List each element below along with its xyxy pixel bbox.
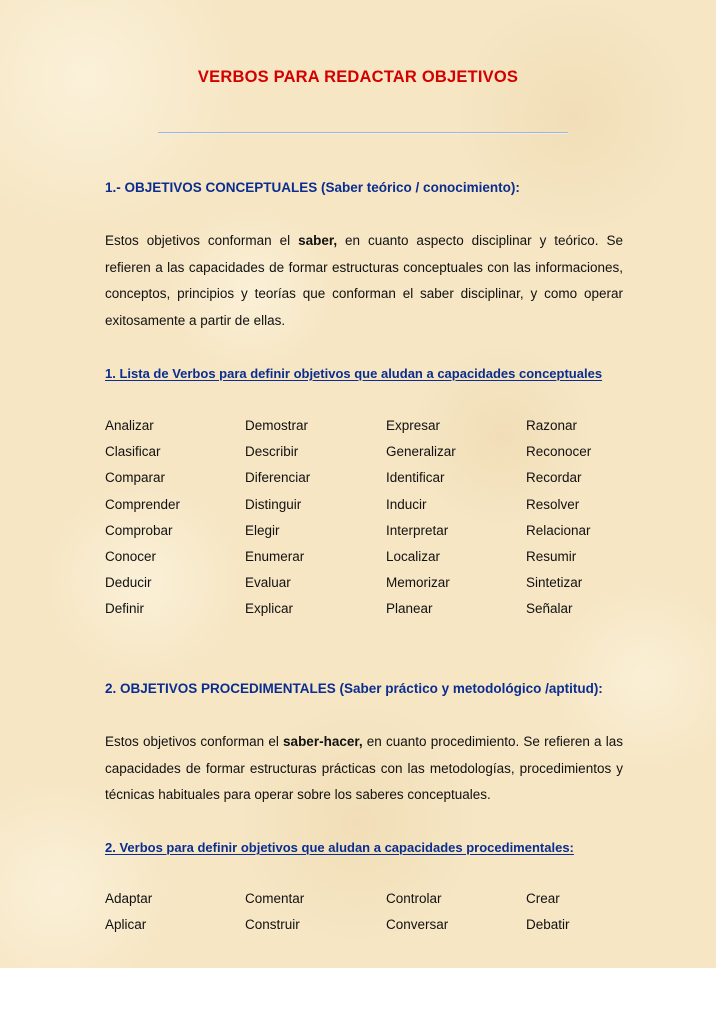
section2-para-bold: saber-hacer, — [283, 734, 363, 749]
verb-cell: Inducir — [386, 496, 427, 512]
verb-cell: Enumerar — [245, 548, 305, 564]
verb-cell: Conversar — [386, 917, 449, 933]
verb-cell: Demostrar — [245, 418, 309, 433]
verb-cell: Evaluar — [245, 575, 291, 591]
verb-cell: Adaptar — [105, 891, 153, 906]
verb-cell: Interpretar — [386, 522, 449, 538]
verb-cell: Razonar — [526, 418, 578, 433]
verb-cell: Aplicar — [105, 917, 147, 933]
section2-para-end: en cuanto procedimiento. Se refieren a las capacidades de formar estructuras prácticas con las metodologías, procedimientos y técnicas habituales para operar sobre los saberes conceptuales. — [105, 734, 623, 802]
section1-para-bold: saber, — [298, 233, 338, 248]
verb-row — [105, 523, 665, 549]
section1-para-start: Estos objetivos conforman el — [105, 233, 299, 248]
verb-row — [105, 444, 665, 470]
verb-cell: Explicar — [245, 601, 294, 617]
verb-row — [105, 549, 665, 575]
section1-paragraph — [105, 228, 623, 334]
verb-cell: Deducir — [105, 575, 152, 591]
verb-cell: Debatir — [526, 917, 570, 933]
verb-cell: Diferenciar — [245, 470, 311, 486]
verb-cell: Conocer — [105, 548, 157, 564]
section2-verb-grid — [105, 891, 665, 943]
verb-cell: Definir — [105, 601, 145, 617]
verb-cell: Señalar — [526, 601, 573, 617]
verb-cell: Crear — [526, 891, 560, 906]
section2-heading: 2. OBJETIVOS PROCEDIMENTALES (Saber práctico y metodológico /aptitud): — [105, 681, 603, 696]
verb-row — [105, 418, 665, 444]
verb-cell: Generalizar — [386, 444, 456, 460]
verb-cell: Memorizar — [386, 575, 450, 591]
verb-cell: Construir — [245, 917, 300, 933]
verb-cell: Comprobar — [105, 522, 173, 538]
verb-cell: Controlar — [386, 891, 442, 906]
verb-row — [105, 470, 665, 496]
title-divider — [158, 132, 568, 134]
verb-row — [105, 891, 665, 917]
verb-cell: Planear — [386, 601, 433, 617]
verb-cell: Sintetizar — [526, 575, 583, 591]
section2-subheading: 2. Verbos para definir objetivos que aludan a capacidades procedimentales: — [105, 840, 574, 855]
verb-cell: Distinguir — [245, 496, 302, 512]
verb-cell: Expresar — [386, 418, 441, 433]
verb-row — [105, 917, 665, 943]
verb-cell: Describir — [245, 444, 299, 460]
section1-verb-grid — [105, 418, 665, 628]
verb-cell: Resolver — [526, 496, 580, 512]
verb-cell: Comprender — [105, 496, 181, 512]
verb-row — [105, 601, 665, 627]
verb-cell: Analizar — [105, 418, 154, 433]
verb-cell: Recordar — [526, 470, 582, 486]
verb-cell: Clasificar — [105, 444, 161, 460]
verb-row — [105, 575, 665, 601]
verb-cell: Relacionar — [526, 522, 591, 538]
section1-para-end: en cuanto aspecto disciplinar y teórico. Se refieren a las capacidades de formar estructuras conceptuales con las informaciones, conceptos, principios y teorías que conforman el saber disciplinar, y como operar exitosamente a partir de ellas. — [105, 233, 623, 328]
verb-cell: Reconocer — [526, 444, 592, 460]
verb-cell: Comparar — [105, 470, 166, 486]
verb-cell: Elegir — [245, 522, 280, 538]
page-title: VERBOS PARA REDACTAR OBJETIVOS — [197, 68, 519, 86]
verb-row — [105, 497, 665, 523]
verb-cell: Localizar — [386, 548, 441, 564]
verb-cell: Comentar — [245, 891, 305, 906]
section1-heading: 1.- OBJETIVOS CONCEPTUALES (Saber teórico / conocimiento): — [105, 180, 520, 195]
section2-paragraph — [105, 729, 623, 809]
verb-cell: Identificar — [386, 470, 445, 486]
verb-cell: Resumir — [526, 548, 577, 564]
section2-para-start: Estos objetivos conforman el — [105, 734, 284, 749]
section1-subheading: 1. Lista de Verbos para definir objetivos que aludan a capacidades conceptuales — [105, 366, 603, 381]
